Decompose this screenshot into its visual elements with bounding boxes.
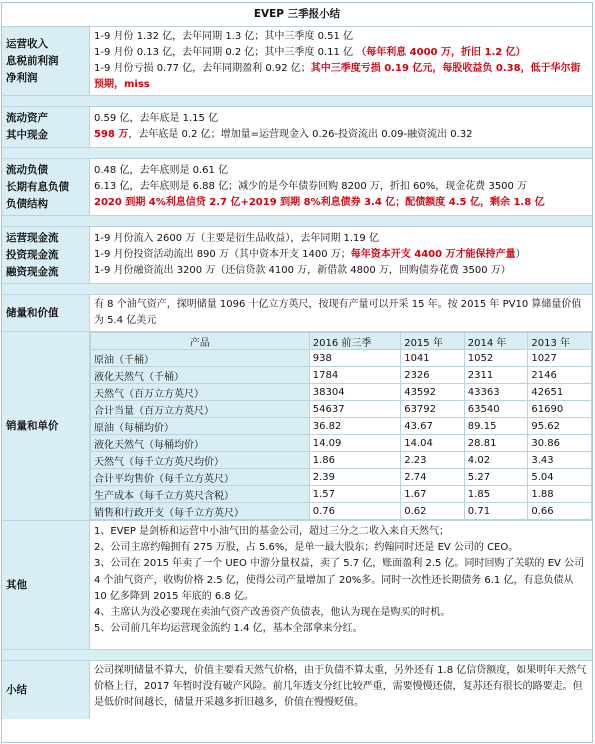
section-summary bbox=[2, 661, 592, 719]
value-cell: 28.81 bbox=[464, 435, 528, 452]
table-row bbox=[91, 350, 592, 367]
highlight-text: 598 万 bbox=[94, 129, 129, 140]
label-debt-structure: 负债结构 bbox=[6, 197, 48, 210]
section-content bbox=[90, 27, 592, 95]
label-others: 其他 bbox=[2, 521, 90, 649]
value-cell: 1041 bbox=[401, 350, 465, 367]
spacer-row bbox=[2, 650, 592, 661]
content-text: ） bbox=[515, 248, 526, 260]
value-cell: 2.23 bbox=[401, 452, 465, 469]
label-summary: 小结 bbox=[2, 661, 90, 719]
label-cash: 其中现金 bbox=[6, 129, 48, 141]
value-cell: 63792 bbox=[401, 401, 465, 418]
value-cell: 2.74 bbox=[401, 469, 465, 486]
row-label-cell: 液化天然气（千桶） bbox=[91, 367, 310, 384]
list-item: 2、公司主席约翰拥有 275 万股，占 5.6%，是单一最大股东；约翰同时还是 EV 公司的 CEO。 bbox=[94, 542, 519, 554]
reserves-text: 有 8 个油气资产，探明储量 1096 十亿立方英尺，按现有产量可以开采 15 年。按 2015 年 PV10 算储量价值为 5.4 亿美元 bbox=[94, 299, 582, 327]
spacer-row bbox=[2, 148, 592, 159]
content-text: 1-9 月份融资流出 3200 万（还信贷款 4100 万，新借款 4800 万，回购债券花费 3500 万） bbox=[94, 265, 511, 277]
label-current-liabilities: 流动负债 bbox=[6, 163, 48, 176]
value-cell: 38304 bbox=[309, 384, 400, 401]
label-reserves: 储量和价值 bbox=[2, 295, 90, 331]
value-cell: 5.27 bbox=[464, 469, 528, 486]
content-text: 1-9 月份 0.13 亿，去年同期 0.2 亿；其中三季度 0.11 亿 bbox=[94, 46, 357, 58]
content-text: 1-9 月份投资活动流出 890 万（其中资本开支 1400 万； bbox=[94, 248, 351, 260]
table-header-cell: 2016 前三季 bbox=[309, 333, 400, 350]
summary-text: 公司探明储量不算大，价值主要看天然气价格，由于负债不算太重，另外还有 1.8 亿信贷额度，如果明年天然气价格上行，2017 年暂时没有破产风险。前几年透支分红比较严重，需要慢慢还债，复苏还有很长的路要走。但是低价时间越长，储量开采越多折旧越多，价值在慢慢贬值。 bbox=[94, 665, 587, 709]
section-labels bbox=[2, 159, 90, 215]
section-current-assets bbox=[2, 107, 592, 148]
content-line bbox=[94, 163, 588, 179]
content-text: 1-9 月份流入 2600 万（主要是衍生品收益），去年同期 1.19 亿 bbox=[94, 232, 379, 244]
row-label-cell: 液化天然气（每桶均价） bbox=[91, 435, 310, 452]
table-header-cell: 产品 bbox=[91, 333, 310, 350]
spacer-row bbox=[2, 96, 592, 107]
table-header-cell: 2014 年 bbox=[464, 333, 528, 350]
label-net-profit: 净利润 bbox=[6, 71, 38, 84]
table-body bbox=[91, 350, 592, 520]
row-label-cell: 天然气（百万立方英尺） bbox=[91, 384, 310, 401]
content-line bbox=[94, 247, 588, 263]
list-item: 5、公司前几年均运营现金流约 1.4 亿，基本全部拿来分红。 bbox=[94, 623, 363, 635]
table-row bbox=[91, 469, 592, 486]
label-long-term-debt: 长期有息负债 bbox=[6, 180, 69, 193]
highlight-text: 2020 到期 4%利息信贷 2.7 亿+2019 到期 8%利息债券 3.4 亿；配债额度 4.5 亿，剩余 1.8 亿 bbox=[94, 197, 545, 209]
report-title: EVEP 三季报小结 bbox=[2, 3, 592, 27]
value-cell: 14.09 bbox=[309, 435, 400, 452]
label-volume-price: 销量和单价 bbox=[2, 332, 90, 520]
volume-price-table bbox=[90, 332, 592, 520]
section-revenue bbox=[2, 27, 592, 96]
value-cell: 1784 bbox=[309, 367, 400, 384]
content-text: 0.59 亿，去年底是 1.15 亿 bbox=[94, 112, 219, 124]
table-row bbox=[91, 503, 592, 520]
content-text: ，去年底是 0.2 亿；增加量=运营现金入 0.26-投资流出 0.09-融资流出 0.32 bbox=[128, 129, 473, 140]
section-cashflow bbox=[2, 227, 592, 284]
value-cell: 43592 bbox=[401, 384, 465, 401]
section-labels bbox=[2, 27, 90, 95]
section-others bbox=[2, 521, 592, 650]
section-content bbox=[90, 159, 592, 215]
row-label-cell: 生产成本（每千立方英尺含税） bbox=[91, 486, 310, 503]
table-row bbox=[91, 401, 592, 418]
value-cell: 89.15 bbox=[464, 418, 528, 435]
list-item: 3、公司在 2015 年卖了一个 UEO 中游分量权益，卖了 5.7 亿，账面盈利 2.5 亿。同时回购了关联的 EV 公司 4 个油气资产，收购价格 2.5 亿，使得公司产量增加了 20%多。同时一次性还长期债务 6.1 亿，有息负债从 10 亿多降到 2015 年底的 6.8 亿。 bbox=[94, 558, 585, 602]
section-labels bbox=[2, 107, 90, 147]
label-current-assets: 流动资产 bbox=[6, 112, 48, 124]
value-cell: 5.04 bbox=[528, 469, 592, 486]
row-label-cell: 原油（千桶） bbox=[91, 350, 310, 367]
value-cell: 63540 bbox=[464, 401, 528, 418]
highlight-text: 其中三季度亏损 0.19 亿元，每股收益负 0.38，低于华尔街预期，miss bbox=[94, 63, 581, 91]
content-line bbox=[94, 61, 588, 93]
table-row bbox=[91, 435, 592, 452]
label-ebit: 息税前利润 bbox=[6, 54, 59, 67]
value-cell: 61690 bbox=[528, 401, 592, 418]
value-cell: 54637 bbox=[309, 401, 400, 418]
row-label-cell: 原油（每桶均价） bbox=[91, 418, 310, 435]
row-label-cell: 合计当量（百万立方英尺） bbox=[91, 401, 310, 418]
value-cell: 0.76 bbox=[309, 503, 400, 520]
value-cell: 1.88 bbox=[528, 486, 592, 503]
value-cell: 42651 bbox=[528, 384, 592, 401]
label-revenue: 运营收入 bbox=[6, 37, 48, 50]
value-cell: 2.39 bbox=[309, 469, 400, 486]
report-sheet bbox=[1, 2, 593, 743]
section-volume-price bbox=[2, 332, 592, 521]
value-cell: 43.67 bbox=[401, 418, 465, 435]
table-row bbox=[91, 384, 592, 401]
table-row bbox=[91, 367, 592, 384]
content-text: 1-9 月份亏损 0.77 亿，去年同期盈利 0.92 亿； bbox=[94, 63, 311, 74]
table-header-row bbox=[91, 333, 592, 350]
content-text: 0.48 亿，去年底则是 0.61 亿 bbox=[94, 164, 229, 176]
row-label-cell: 合计平均售价（每千立方英尺） bbox=[91, 469, 310, 486]
label-investing-cf: 投资现金流 bbox=[6, 248, 59, 261]
table-row bbox=[91, 452, 592, 469]
highlight-text: 每年资本开支 4400 万才能保持产量 bbox=[350, 248, 516, 260]
row-label-cell: 天然气（每千立方英尺均价） bbox=[91, 452, 310, 469]
value-cell: 3.43 bbox=[528, 452, 592, 469]
spacer-row bbox=[2, 216, 592, 227]
highlight-text: （每年利息 4000 万，折旧 1.2 亿） bbox=[356, 46, 526, 58]
content-line bbox=[94, 179, 588, 195]
volume-price-table-wrap bbox=[90, 332, 592, 520]
value-cell: 0.66 bbox=[528, 503, 592, 520]
value-cell: 36.82 bbox=[309, 418, 400, 435]
content-line bbox=[94, 127, 588, 143]
table-row bbox=[91, 418, 592, 435]
value-cell: 0.71 bbox=[464, 503, 528, 520]
value-cell: 1052 bbox=[464, 350, 528, 367]
value-cell: 2326 bbox=[401, 367, 465, 384]
label-financing-cf: 融资现金流 bbox=[6, 265, 59, 278]
value-cell: 43363 bbox=[464, 384, 528, 401]
value-cell: 30.86 bbox=[528, 435, 592, 452]
value-cell: 95.62 bbox=[528, 418, 592, 435]
others-list bbox=[90, 521, 592, 649]
content-line bbox=[94, 231, 588, 247]
value-cell: 14.04 bbox=[401, 435, 465, 452]
label-operating-cf: 运营现金流 bbox=[6, 231, 59, 244]
value-cell: 1027 bbox=[528, 350, 592, 367]
section-reserves bbox=[2, 295, 592, 332]
value-cell: 1.85 bbox=[464, 486, 528, 503]
spacer-row bbox=[2, 284, 592, 295]
value-cell: 938 bbox=[309, 350, 400, 367]
table-row bbox=[91, 486, 592, 503]
table-header-cell: 2013 年 bbox=[528, 333, 592, 350]
list-item: 4、主席认为没必要现在卖油气资产改善资产负债表，他认为现在是购买的时机。 bbox=[94, 607, 451, 619]
value-cell: 2146 bbox=[528, 367, 592, 384]
value-cell: 4.02 bbox=[464, 452, 528, 469]
section-liabilities bbox=[2, 159, 592, 216]
content-line bbox=[94, 45, 588, 61]
section-labels bbox=[2, 227, 90, 283]
row-label-cell: 销售和行政开支（每千立方英尺） bbox=[91, 503, 310, 520]
value-cell: 1.86 bbox=[309, 452, 400, 469]
value-cell: 1.67 bbox=[401, 486, 465, 503]
value-cell: 2311 bbox=[464, 367, 528, 384]
content-line bbox=[94, 263, 588, 279]
value-cell: 1.57 bbox=[309, 486, 400, 503]
list-item: 1、EVEP 是剑桥和运营中小油气田的基金公司，超过三分之二收入来自天然气； bbox=[94, 526, 450, 537]
content-text: 6.13 亿，去年底则是 6.88 亿；减少的是今年债券回购 8200 万，折扣 60%，现金花费 3500 万 bbox=[94, 180, 528, 192]
content-line bbox=[94, 111, 588, 127]
section-content bbox=[90, 227, 592, 283]
content-line bbox=[94, 195, 588, 211]
table-header-cell: 2015 年 bbox=[401, 333, 465, 350]
content-line bbox=[94, 29, 588, 45]
content-text: 1-9 月份 1.32 亿，去年同期 1.3 亿；其中三季度 0.51 亿 bbox=[94, 30, 354, 42]
value-cell: 0.62 bbox=[401, 503, 465, 520]
section-content bbox=[90, 107, 592, 147]
